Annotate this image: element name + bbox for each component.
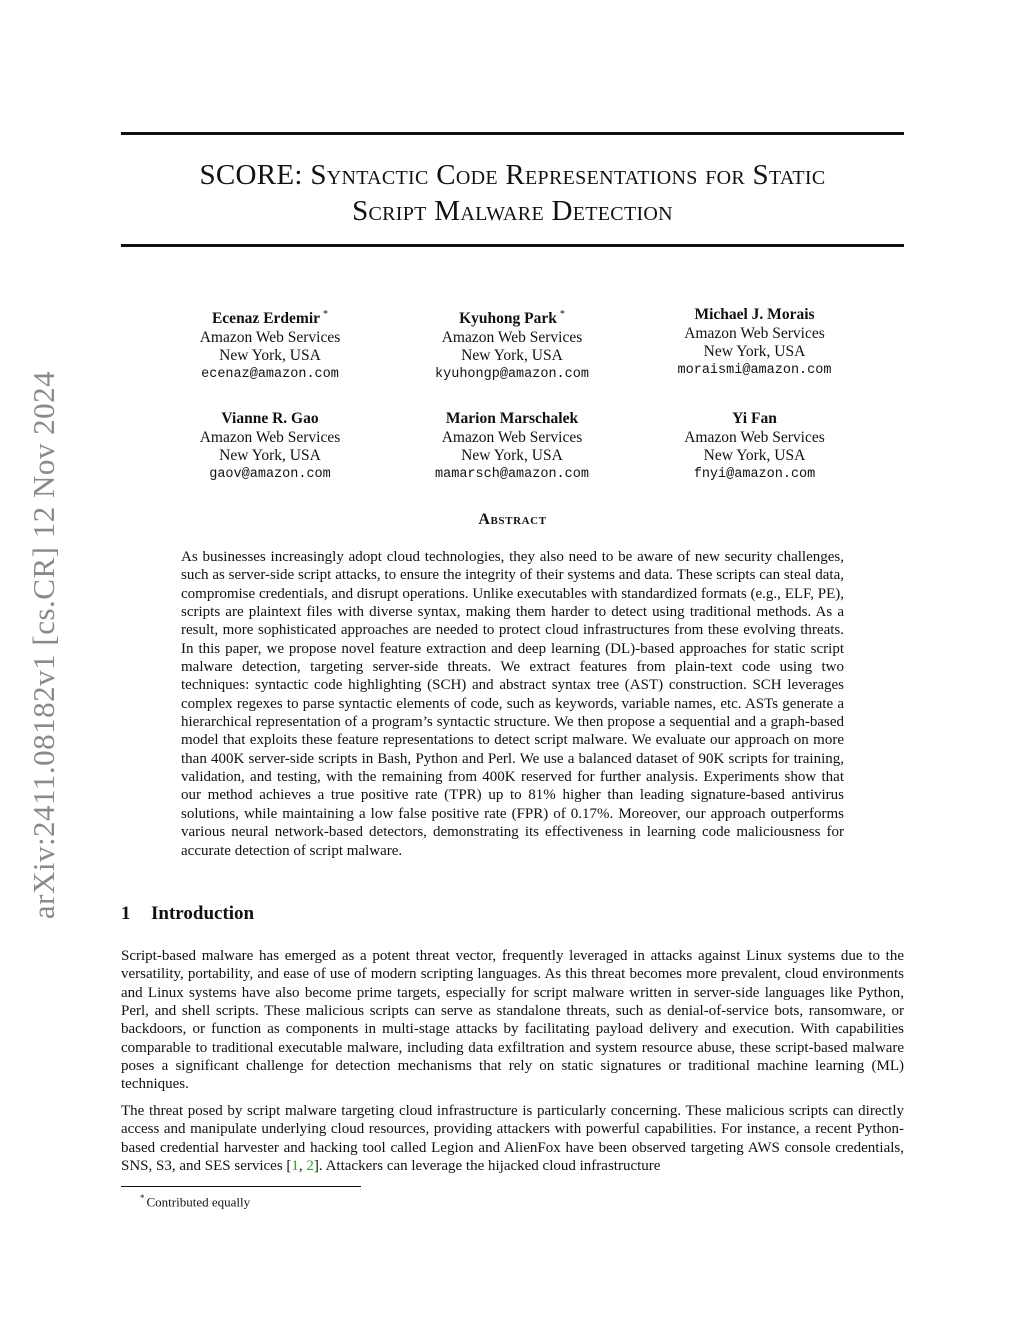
equal-contribution-mark: * xyxy=(323,309,329,320)
section-title: Introduction xyxy=(151,903,255,924)
author-location: New York, USA xyxy=(461,347,563,365)
author-email[interactable]: kyuhongp@amazon.com xyxy=(435,366,589,382)
author-block xyxy=(634,410,875,484)
intro-paragraph-2: The threat posed by script malware targeting cloud infrastructure is particularly concerning. These malicious scripts can directly access and manipulate underlying cloud resources, providing attackers with powerful capabilities. For instance, a recent Python-based credential harvester and hacking tool called Legion and AlienFox have been observed targeting AWS console credentials, SNS, S3, and SES services [1, 2]. Attackers can leverage the hijacked cloud infrastructure xyxy=(121,1103,904,1175)
author-location: New York, USA xyxy=(219,447,321,465)
author-block xyxy=(150,306,390,384)
author-location: New York, USA xyxy=(219,347,321,365)
author-name: Vianne R. Gao xyxy=(221,410,319,428)
author-name: Kyuhong Park * xyxy=(459,309,565,328)
author-block xyxy=(390,306,634,384)
author-location: New York, USA xyxy=(703,343,806,360)
footnote-mark: * xyxy=(140,1193,145,1203)
arxiv-identifier: arXiv:2411.08182v1 [cs.CR] 12 Nov 2024 xyxy=(26,370,61,920)
abstract-text: As businesses increasingly adopt cloud technologies, they also need to be aware of new security challenges, such as server-side script attacks, to ensure the integrity of their systems and data. These scripts can steal data, compromise credentials, and disrupt operations. Unlike executables with standardized formats (e.g., ELF, PE), scripts are plaintext files with diverse syntax, making them harder to detect using traditional methods. As a result, more sophisticated approaches are needed to protect cloud infrastructures from these evolving threats. In this paper, we propose novel feature extraction and deep learning (DL)-based approaches for static script malware detection, targeting server-side threats. We extract features from plain-text code using two techniques: syntactic code highlighting (SCH) and abstract syntax tree (AST) construction. SCH leverages complex regexes to parse syntactic elements of code, such as keywords, variable names, etc. ASTs generate a hierarchical representation of a program’s syntactic structure. We then propose a sequential and a graph-based model that exploits these feature representations to detect script malware. We evaluate our approach on more than 400K server-side scripts in Bash, Python and Perl. We use a balanced dataset of 90K scripts for training, validation, and testing, with the remaining from 400K reserved for further analysis. Experiments show that our method achieves a true positive rate (TPR) up to 81% higher than leading signature-based antivirus solutions, while maintaining a low false positive rate (FPR) of 0.17%. Moreover, our approach outperforms various neural network-based detectors, demonstrating its effectiveness in learning code maliciousness for accurate detection of script malware. xyxy=(181,549,844,859)
author-block xyxy=(150,410,390,484)
author-location: New York, USA xyxy=(703,447,806,465)
author-email[interactable]: moraismi@amazon.com xyxy=(677,362,832,378)
title-rule-bottom xyxy=(121,244,904,247)
citation-link[interactable]: 1 xyxy=(291,1158,299,1175)
author-affiliation: Amazon Web Services xyxy=(684,324,825,342)
author-name: Michael J. Morais xyxy=(694,306,815,323)
footnote xyxy=(140,1190,250,1210)
author-affiliation: Amazon Web Services xyxy=(441,328,583,346)
section-number: 1 xyxy=(121,903,131,924)
footnote-text: Contributed equally xyxy=(146,1194,251,1210)
author-affiliation: Amazon Web Services xyxy=(441,428,583,446)
intro-paragraph-1: Script-based malware has emerged as a potent threat vector, frequently leveraged in attacks against Linux systems due to the versatility, portability, and ease of use of modern scripting languages. As this threat becomes more prevalent, cloud environments and Linux systems have also become prime targets, especially for script malware written in server-side languages like Python, Perl, and shell scripts. These malicious scripts can serve as standalone threats, such as denial-of-service bots, ransomware, or backdoors, or function as components in multi-stage attacks by facilitating payload delivery and execution. With capabilities comparable to traditional executable malware, including data exfiltration and system resource abuse, these script-based malware poses a significant challenge for detection mechanisms that rely on static signatures or traditional machine learning (ML) techniques. xyxy=(121,948,904,1093)
author-location: New York, USA xyxy=(461,447,563,465)
title-line-1: SCORE: Syntactic Code Representations for Static xyxy=(199,159,826,191)
abstract-heading: Abstract xyxy=(478,511,547,528)
paper-title xyxy=(121,157,904,229)
footnote-rule xyxy=(121,1186,361,1187)
author-block xyxy=(390,410,634,484)
citation-link[interactable]: 2 xyxy=(306,1158,314,1175)
title-line-2: Script Malware Detection xyxy=(352,195,673,227)
author-affiliation: Amazon Web Services xyxy=(684,428,825,446)
author-email[interactable]: mamarsch@amazon.com xyxy=(435,466,589,482)
author-affiliation: Amazon Web Services xyxy=(199,328,341,346)
author-name: Ecenaz Erdemir * xyxy=(211,309,329,328)
author-affiliation: Amazon Web Services xyxy=(199,428,341,446)
author-email[interactable]: ecenaz@amazon.com xyxy=(201,366,339,382)
author-grid xyxy=(150,306,875,484)
equal-contribution-mark: * xyxy=(559,309,565,320)
author-email[interactable]: gaov@amazon.com xyxy=(209,466,331,482)
title-rule-top xyxy=(121,132,904,135)
author-name: Yi Fan xyxy=(732,410,777,428)
author-name: Marion Marschalek xyxy=(445,410,579,428)
section-heading xyxy=(121,903,254,925)
author-email[interactable]: fnyi@amazon.com xyxy=(693,466,816,482)
author-block xyxy=(634,306,875,384)
